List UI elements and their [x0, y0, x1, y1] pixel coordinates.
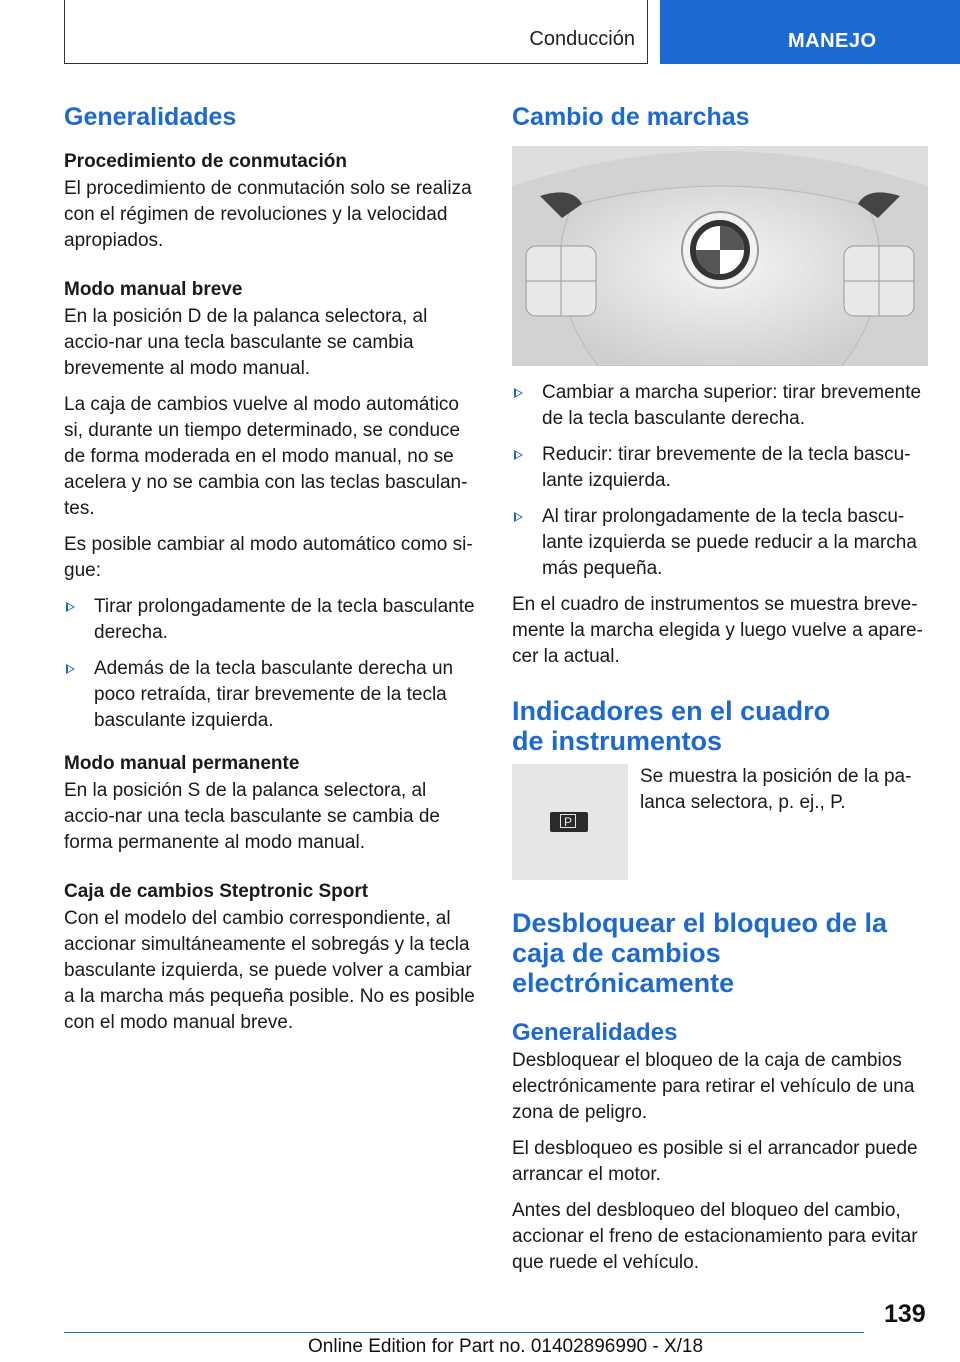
paragraph: La caja de cambios vuelve al modo automático si, durante un tiempo determinado, se conduce de forma moderada en el modo manual, no se acelera y no se cambia con las teclas basculan-tes. — [64, 394, 468, 519]
paragraph: En la posición S de la palanca selectora, al accio-nar una tecla basculante se cambia de forma permanente al modo manual. — [64, 780, 441, 853]
page-number: 139 — [884, 1300, 926, 1328]
triangle-bullet-icon — [66, 602, 75, 612]
subsection-title-conmutacion: Procedimiento de conmutación — [64, 151, 347, 172]
bullet-list — [512, 380, 928, 582]
steering-wheel-illustration — [512, 146, 928, 366]
list-item: Cambiar a marcha superior: tirar brevemente de la tecla basculante derecha. — [512, 380, 928, 432]
paragraph: El desbloqueo es posible si el arrancador puede arrancar el motor. — [512, 1138, 918, 1185]
paragraph: Desbloquear el bloqueo de la caja de cambios electrónicamente para retirar el vehículo de una zona de peligro. — [512, 1050, 915, 1123]
subsection-title-generalidades: Generalidades — [512, 1019, 678, 1046]
list-item: Al tirar prolongadamente de la tecla bascu-lante izquierda se puede reducir a la marcha más pequeña. — [512, 504, 928, 582]
section-title-desbloquear-3: electrónicamente — [512, 968, 735, 998]
paragraph: El procedimiento de conmutación solo se realiza con el régimen de revoluciones y la velocidad apropiados. — [64, 178, 472, 251]
list-item: Tirar prolongadamente de la tecla basculante derecha. — [64, 594, 480, 646]
indicator-description: Se muestra la posición de la pa-lanca selectora, p. ej., P. — [640, 766, 912, 813]
park-indicator-icon: P — [550, 812, 588, 832]
left-column — [64, 100, 480, 1046]
subsection-title-manual-permanente: Modo manual permanente — [64, 753, 300, 774]
bullet-list — [64, 594, 480, 734]
section-title-generalidades: Generalidades — [64, 103, 237, 131]
section-title-desbloquear-1: Desbloquear el bloqueo de la — [512, 908, 888, 938]
list-item: Reducir: tirar brevemente de la tecla bascu-lante izquierda. — [512, 442, 928, 494]
triangle-bullet-icon — [514, 450, 523, 460]
section-title-cambio-marchas: Cambio de marchas — [512, 103, 750, 131]
paragraph: En la posición D de la palanca selectora, al accio-nar una tecla basculante se cambia brevemente al modo manual. — [64, 306, 428, 379]
footer-divider — [64, 1332, 864, 1333]
triangle-bullet-icon — [514, 388, 523, 398]
list-item: Además de la tecla basculante derecha un poco retraída, tirar brevemente de la tecla basculante izquierda. — [64, 656, 480, 734]
paragraph: Es posible cambiar al modo automático como si-gue: — [64, 534, 473, 581]
header-chapter-tab[interactable] — [660, 0, 960, 64]
section-title-indicadores-1: Indicadores en el cuadro — [512, 696, 831, 726]
right-column — [512, 100, 928, 1286]
subsection-title-steptronic: Caja de cambios Steptronic Sport — [64, 881, 369, 902]
section-title-indicadores-2: de instrumentos — [512, 726, 723, 756]
paragraph: Con el modelo del cambio correspondiente, al accionar simultáneamente el sobregás y la tecla basculante izquierda, se puede volver a cambiar a la marcha más pequeña posible. No es posible con el modo manual breve. — [64, 908, 475, 1033]
gear-indicator-image — [512, 764, 628, 880]
steering-wheel-image — [512, 146, 928, 366]
paragraph: En el cuadro de instrumentos se muestra breve-mente la marcha elegida y luego vuelve a apare-cer la actual. — [512, 594, 923, 667]
triangle-bullet-icon — [66, 664, 75, 674]
header-section-title: Conducción — [529, 28, 635, 50]
header-section-box — [64, 0, 648, 64]
triangle-bullet-icon — [514, 512, 523, 522]
footer-edition: Online Edition for Part no. 01402896990 - X/18 — [308, 1336, 704, 1357]
subsection-title-manual-breve: Modo manual breve — [64, 279, 243, 300]
section-title-desbloquear-2: caja de cambios — [512, 938, 721, 968]
header-chapter-label: MANEJO — [788, 30, 877, 52]
indicator-row — [512, 764, 928, 880]
paragraph: Antes del desbloqueo del bloqueo del cambio, accionar el freno de estacionamiento para evitar que ruede el vehículo. — [512, 1200, 918, 1273]
